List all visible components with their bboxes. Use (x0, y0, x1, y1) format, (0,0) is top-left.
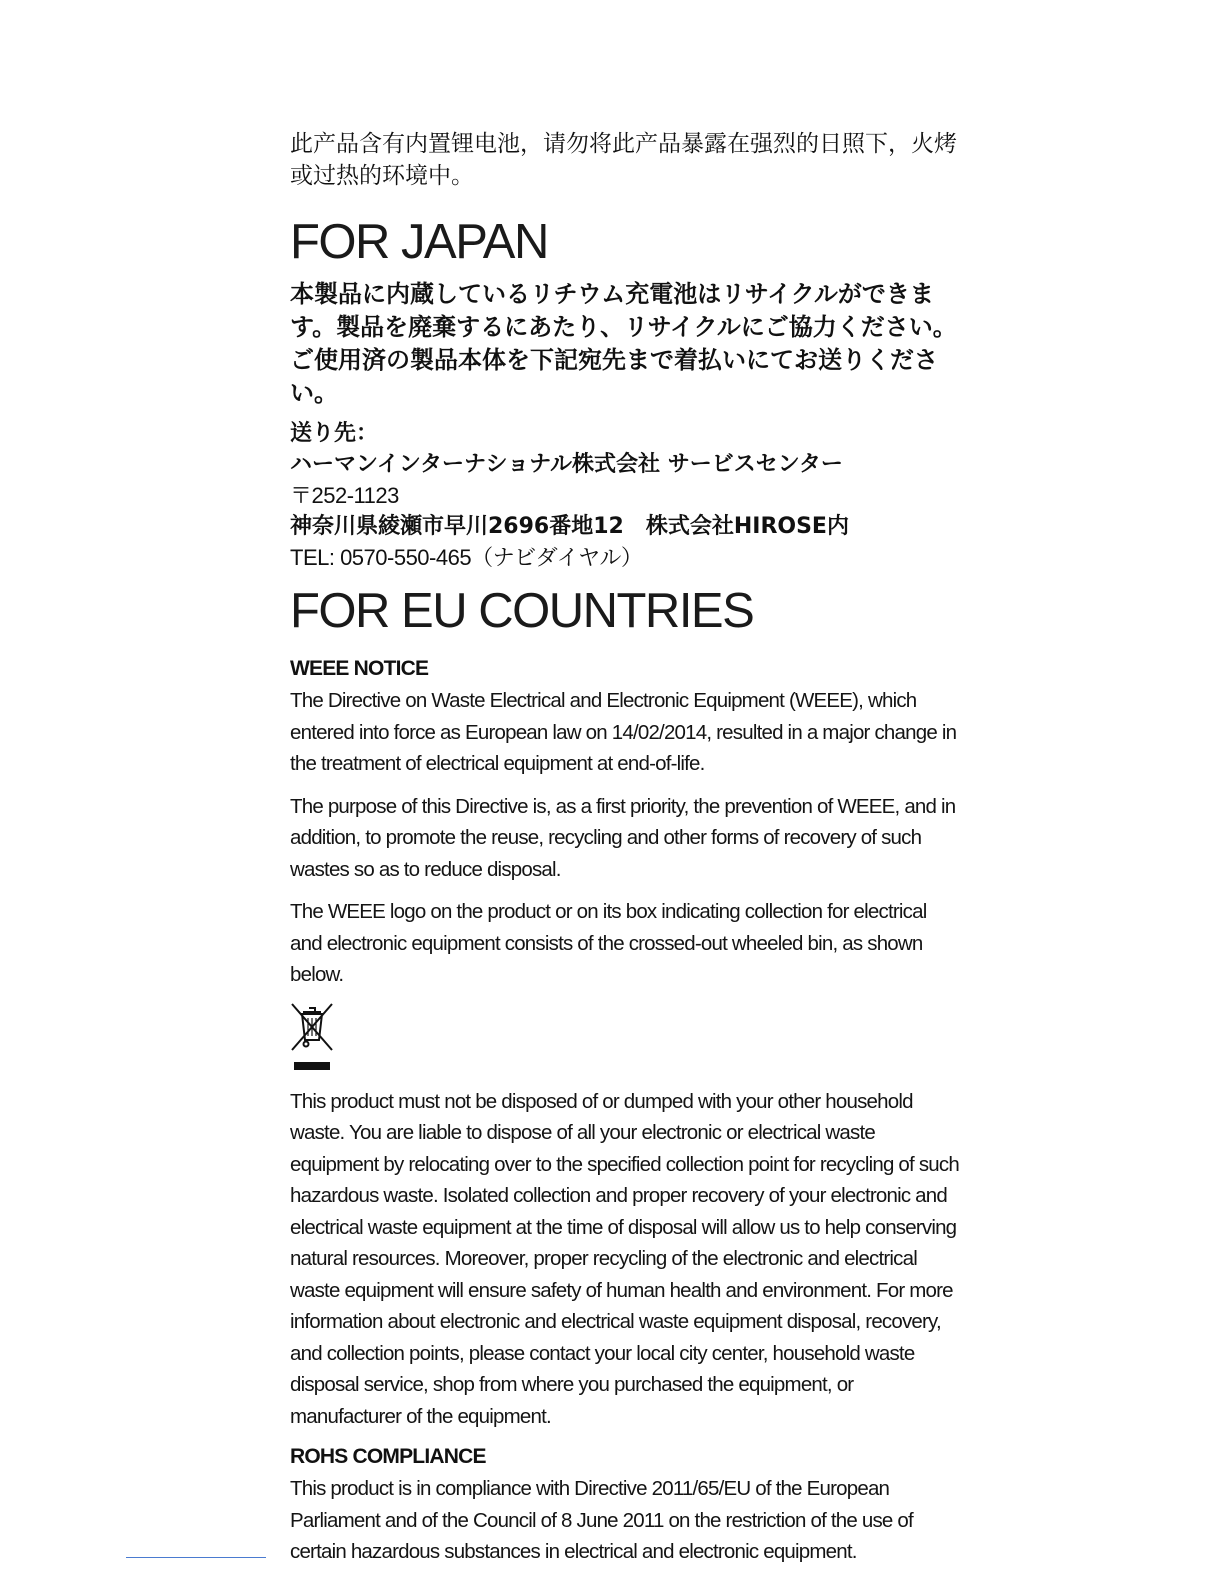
rohs-paragraph-1: This product is in compliance with Directive 2011/65/EU of the European Parliament and of the Council of 8 June 2011 on the restriction of the use of certain hazardous substances in electrical and electronic equipment. (290, 1477, 913, 1563)
rohs-heading: ROHS COMPLIANCE (290, 1445, 486, 1468)
weee-paragraph-2: The purpose of this Directive is, as a first priority, the prevention of WEEE, and in addition, to promote the reuse, recycling and other forms of recovery of such wastes so as to reduce disposal. (290, 794, 956, 881)
weee-notice-heading: WEEE NOTICE (290, 657, 429, 680)
footer-divider (126, 1557, 266, 1558)
eu-section-title: FOR EU COUNTRIES (290, 584, 754, 638)
ship-to-label: 送り先： (290, 421, 379, 446)
crossed-out-wheeled-bin-icon (290, 1002, 334, 1072)
weee-paragraph-4: This product must not be disposed of or dumped with your other household waste. You are liable to dispose of all your electronic or electrical waste equipment by relocating over to the specified collection point for recycling of such hazardous waste. Isolated collection and proper recovery of your electronic and electrical waste equipment at the time of disposal will allow us to help conserving natural resources. Moreover, proper recycling of the electronic and electrical waste equipment will ensure safety of human health and environment. For more information about electronic and electrical waste equipment disposal, recovery, and collection points, please contact your local city center, household waste disposal service, shop from where you purchased the equipment, or manufacturer of the equipment. (290, 1089, 959, 1428)
ship-to-postal-code: 〒252-1123 (290, 483, 399, 508)
ship-to-telephone: TEL: 0570-550-465（ナビダイヤル） (290, 545, 643, 570)
ship-to-company: ハーマンインターナショナル株式会社 サービスセンター (290, 452, 843, 477)
japan-section-title: FOR JAPAN (290, 215, 548, 269)
china-battery-notice: 此产品含有内置锂电池，请勿将此产品暴露在强烈的日照下，火烤或过热的环境中。 (290, 131, 957, 189)
weee-paragraph-3: The WEEE logo on the product or on its box indicating collection for electrical and electronic equipment consists of the crossed-out wheeled bin, as shown below. (290, 900, 927, 986)
japan-recycling-notice: 本製品に内蔵しているリチウム充電池はリサイクルができます。製品を廃棄するにあたり、リサイクルにご協力ください。ご使用済の製品本体を下記宛先まで着払いにてお送りください。 (290, 280, 957, 407)
japan-ship-to-block (290, 418, 960, 573)
document-page (290, 128, 960, 1579)
weee-paragraph-1: The Directive on Waste Electrical and Electronic Equipment (WEEE), which entered into force as European law on 14/02/2014, resulted in a major change in the treatment of electrical equipment at end-of-life. (290, 689, 957, 775)
ship-to-address: 神奈川県綾瀬市早川2696番地12 株式会社HIROSE内 (290, 514, 849, 539)
